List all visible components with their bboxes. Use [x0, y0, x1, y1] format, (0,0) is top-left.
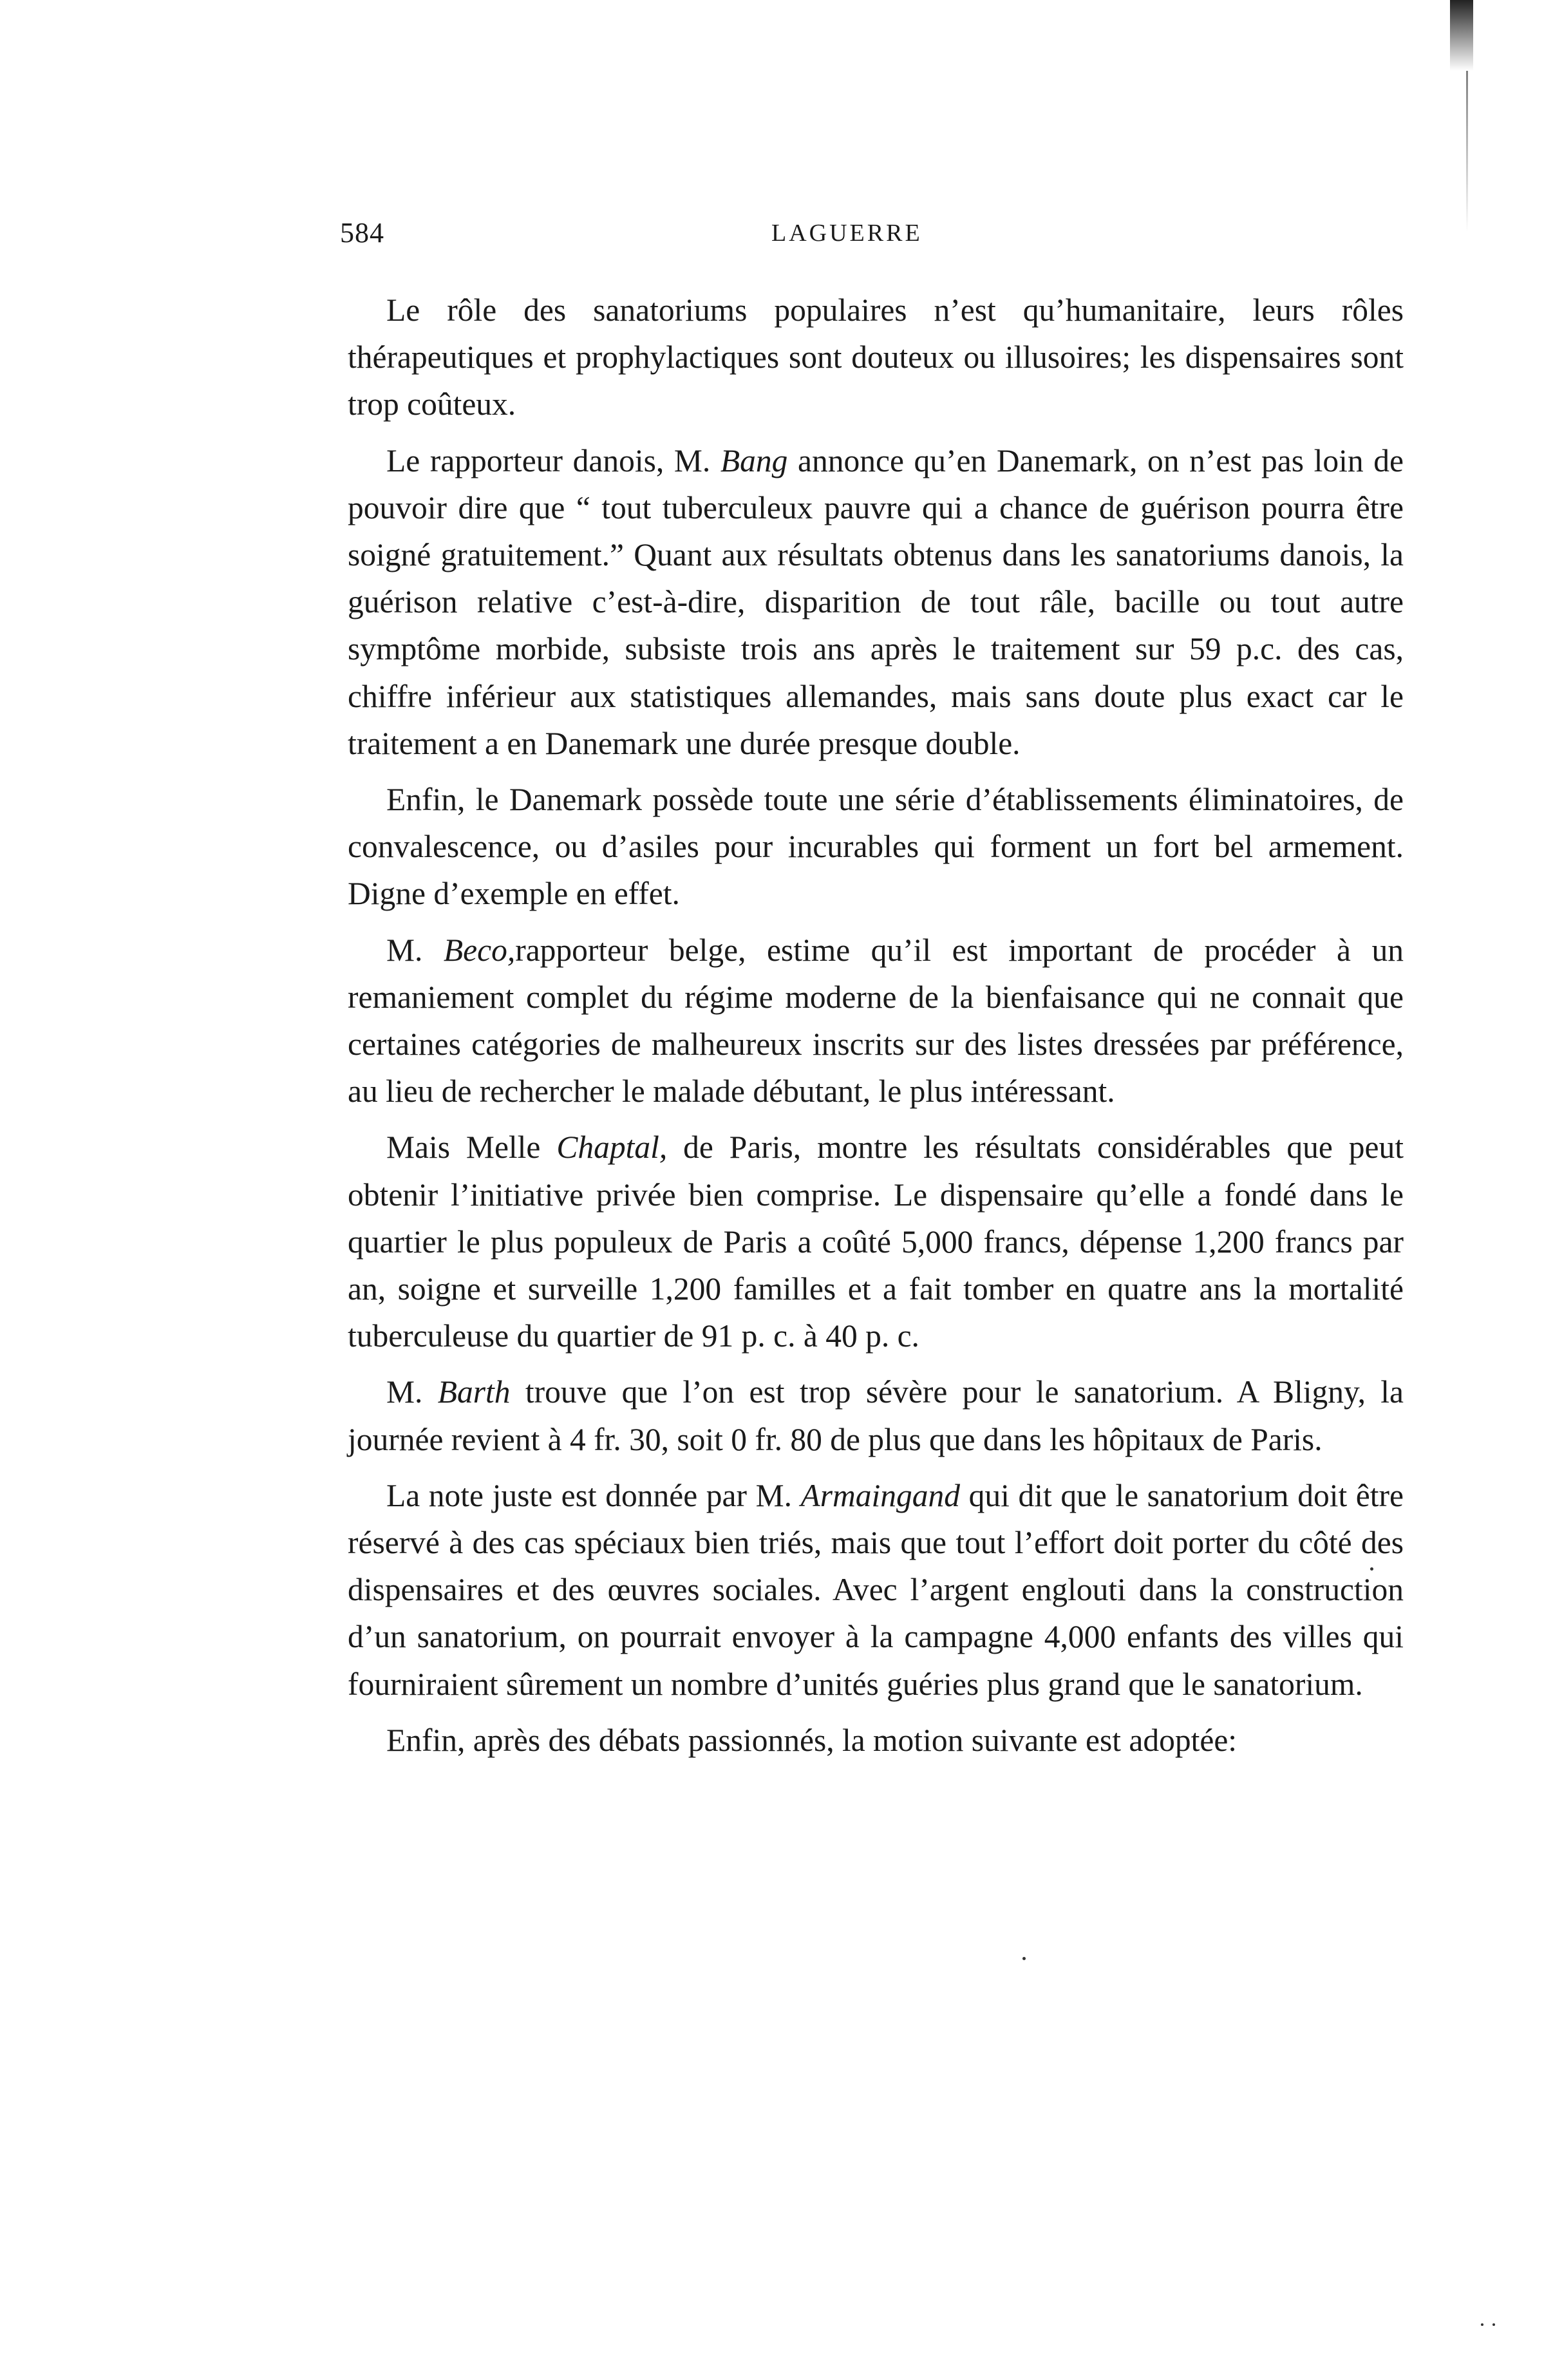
text-run: M.: [386, 932, 444, 968]
text-run: trouve que l’on est trop sévère pour le sanatorium. A Bligny, la journée revient à 4 fr. 30, soit 0 fr. 80 de plus que dans les hôpitaux de Paris.: [348, 1374, 1404, 1457]
body-text: [348, 287, 1404, 1773]
text-run: qui dit que le sanatorium doit être réservé à des cas spéciaux bien triés, mais que tout l’effort doit porter du côté des dispensaires et des œuvres sociales. Avec l’argent englouti dans la construction d’un sanatorium, on pourrait envoyer à la campagne 4,000 enfants des villes qui fourniraient sûrement un nombre d’unités guéries plus grand que le sanatorium.: [348, 1477, 1404, 1702]
scan-edge-mark: [1450, 0, 1473, 71]
text-run: Mais Melle: [386, 1129, 557, 1166]
text-run: de Paris, montre les résultats considérables que peut obtenir l’initiative privée bien comprise. Le dispensaire qu’elle a fondé dans le quartier le plus populeux de Paris a coûté 5,000 francs, dépense 1,200 francs par an, soigne et surveille 1,200 familles et a fait tomber en quatre ans la mortalité tuberculeuse du quartier de 91 p. c. à 40 p. c.: [348, 1129, 1404, 1354]
paragraph: [348, 776, 1404, 918]
ink-speck: [1022, 1957, 1026, 1960]
person-name: Bang: [720, 442, 788, 478]
paragraph: [348, 437, 1404, 767]
paragraph: [348, 1472, 1404, 1708]
text-run: La note juste est donnée par M.: [386, 1477, 801, 1513]
scan-edge-line: [1466, 71, 1468, 232]
paragraph: [348, 1368, 1404, 1462]
text-run: Le rôle des sanatoriums populaires n’est qu’humanitaire, leurs rôles thérapeutiques et prophylactiques sont douteux ou illusoires; les dispensaires sont trop coûteux.: [348, 292, 1404, 422]
text-run: Enfin, après des débats passionnés, la motion suivante est adoptée:: [386, 1722, 1238, 1758]
page-number: 584: [340, 217, 384, 249]
person-name: Beco,: [443, 932, 516, 968]
ink-speck: [1481, 2323, 1483, 2326]
paragraph: [348, 927, 1404, 1115]
page-header: [340, 216, 1396, 261]
person-name: Barth: [437, 1374, 511, 1410]
text-run: Le rapporteur danois, M.: [386, 442, 720, 478]
ink-speck: [1370, 1567, 1373, 1571]
text-run: annonce qu’en Danemark, on n’est pas loin de pouvoir dire que “ tout tuberculeux pauvre qui a chance de guérison pourra être soigné gratuitement.” Quant aux résultats obtenus dans les sanatoriums danois, la guérison relative c’est-à-dire, disparition de tout râle, bacille ou tout autre symptôme morbide, subsiste trois ans après le traitement sur 59 p.c. des cas, chiffre inférieur aux statistiques allemandes, mais sans doute plus exact car le traitement a en Danemark une durée presque double.: [348, 442, 1404, 761]
text-run: M.: [386, 1374, 438, 1410]
person-name: Armaingand: [800, 1477, 961, 1513]
ink-speck: [1492, 2323, 1495, 2326]
text-run: rapporteur belge, estime qu’il est important de procéder à un remaniement complet du régime moderne de la bienfaisance qui ne connait que certaines catégories de malheureux inscrits sur des listes dressées par préférence, au lieu de rechercher le malade débutant, le plus intéressant.: [348, 932, 1404, 1110]
person-name: Chaptal,: [556, 1129, 668, 1166]
paragraph: [348, 1124, 1404, 1359]
running-head: LAGUERRE: [771, 220, 923, 247]
paragraph: [348, 287, 1404, 428]
paragraph: [348, 1717, 1404, 1764]
text-run: Enfin, le Danemark possède toute une série d’établissements éliminatoires, de convalescence, ou d’asiles pour incurables qui forment un fort bel armement. Digne d’exemple en effet.: [348, 782, 1404, 912]
